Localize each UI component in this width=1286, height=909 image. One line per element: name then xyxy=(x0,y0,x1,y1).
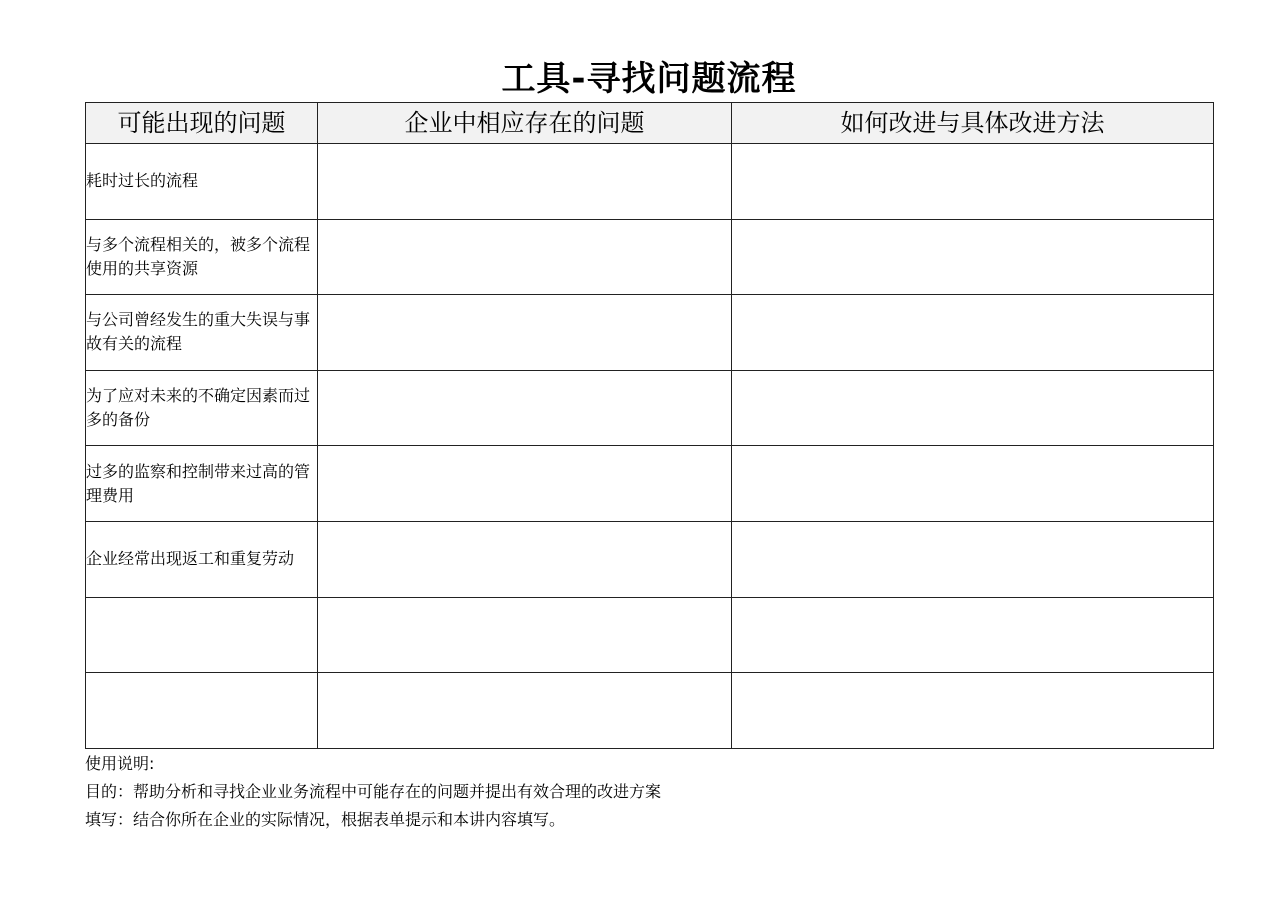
improvement-method-cell[interactable] xyxy=(732,219,1214,295)
possible-problem-cell: 企业经常出现返工和重复劳动 xyxy=(86,521,318,597)
improvement-method-cell[interactable] xyxy=(732,370,1214,446)
table-row xyxy=(86,521,1214,597)
table-row xyxy=(86,673,1214,749)
table-row xyxy=(86,597,1214,673)
possible-problem-cell: 耗时过长的流程 xyxy=(86,144,318,220)
improvement-method-cell[interactable] xyxy=(732,521,1214,597)
usage-heading: 使用说明: xyxy=(85,754,155,773)
possible-problem-cell: 与公司曾经发生的重大失误与事故有关的流程 xyxy=(86,295,318,371)
company-problem-cell[interactable] xyxy=(318,295,732,371)
table-row xyxy=(86,370,1214,446)
possible-problem-cell: 过多的监察和控制带来过高的管理费用 xyxy=(86,446,318,522)
table-row xyxy=(86,446,1214,522)
purpose-note: 目的：帮助分析和寻找企业业务流程中可能存在的问题并提出有效合理的改进方案 xyxy=(85,782,662,801)
header-company-problems: 企业中相应存在的问题 xyxy=(318,103,732,144)
fill-instruction-note: 填写：结合你所在企业的实际情况，根据表单提示和本讲内容填写。 xyxy=(85,810,566,829)
table-row xyxy=(86,219,1214,295)
improvement-method-cell[interactable] xyxy=(732,446,1214,522)
company-problem-cell[interactable] xyxy=(318,597,732,673)
improvement-method-cell[interactable] xyxy=(732,597,1214,673)
header-possible-problems: 可能出现的问题 xyxy=(86,103,318,144)
company-problem-cell[interactable] xyxy=(318,144,732,220)
improvement-method-cell[interactable] xyxy=(732,144,1214,220)
problem-finding-table xyxy=(85,102,1214,749)
header-improvement-methods: 如何改进与具体改进方法 xyxy=(732,103,1214,144)
usage-notes xyxy=(85,752,1213,836)
improvement-method-cell[interactable] xyxy=(732,673,1214,749)
possible-problem-cell: 为了应对未来的不确定因素而过多的备份 xyxy=(86,370,318,446)
improvement-method-cell[interactable] xyxy=(732,295,1214,371)
table-row xyxy=(86,144,1214,220)
possible-problem-cell: 与多个流程相关的，被多个流程使用的共享资源 xyxy=(86,219,318,295)
table-row xyxy=(86,295,1214,371)
company-problem-cell[interactable] xyxy=(318,521,732,597)
company-problem-cell[interactable] xyxy=(318,370,732,446)
company-problem-cell[interactable] xyxy=(318,673,732,749)
possible-problem-cell[interactable] xyxy=(86,597,318,673)
page-title: 工具-寻找问题流程 xyxy=(501,59,797,99)
company-problem-cell[interactable] xyxy=(318,219,732,295)
possible-problem-cell[interactable] xyxy=(86,673,318,749)
company-problem-cell[interactable] xyxy=(318,446,732,522)
table-header-row xyxy=(86,103,1214,144)
